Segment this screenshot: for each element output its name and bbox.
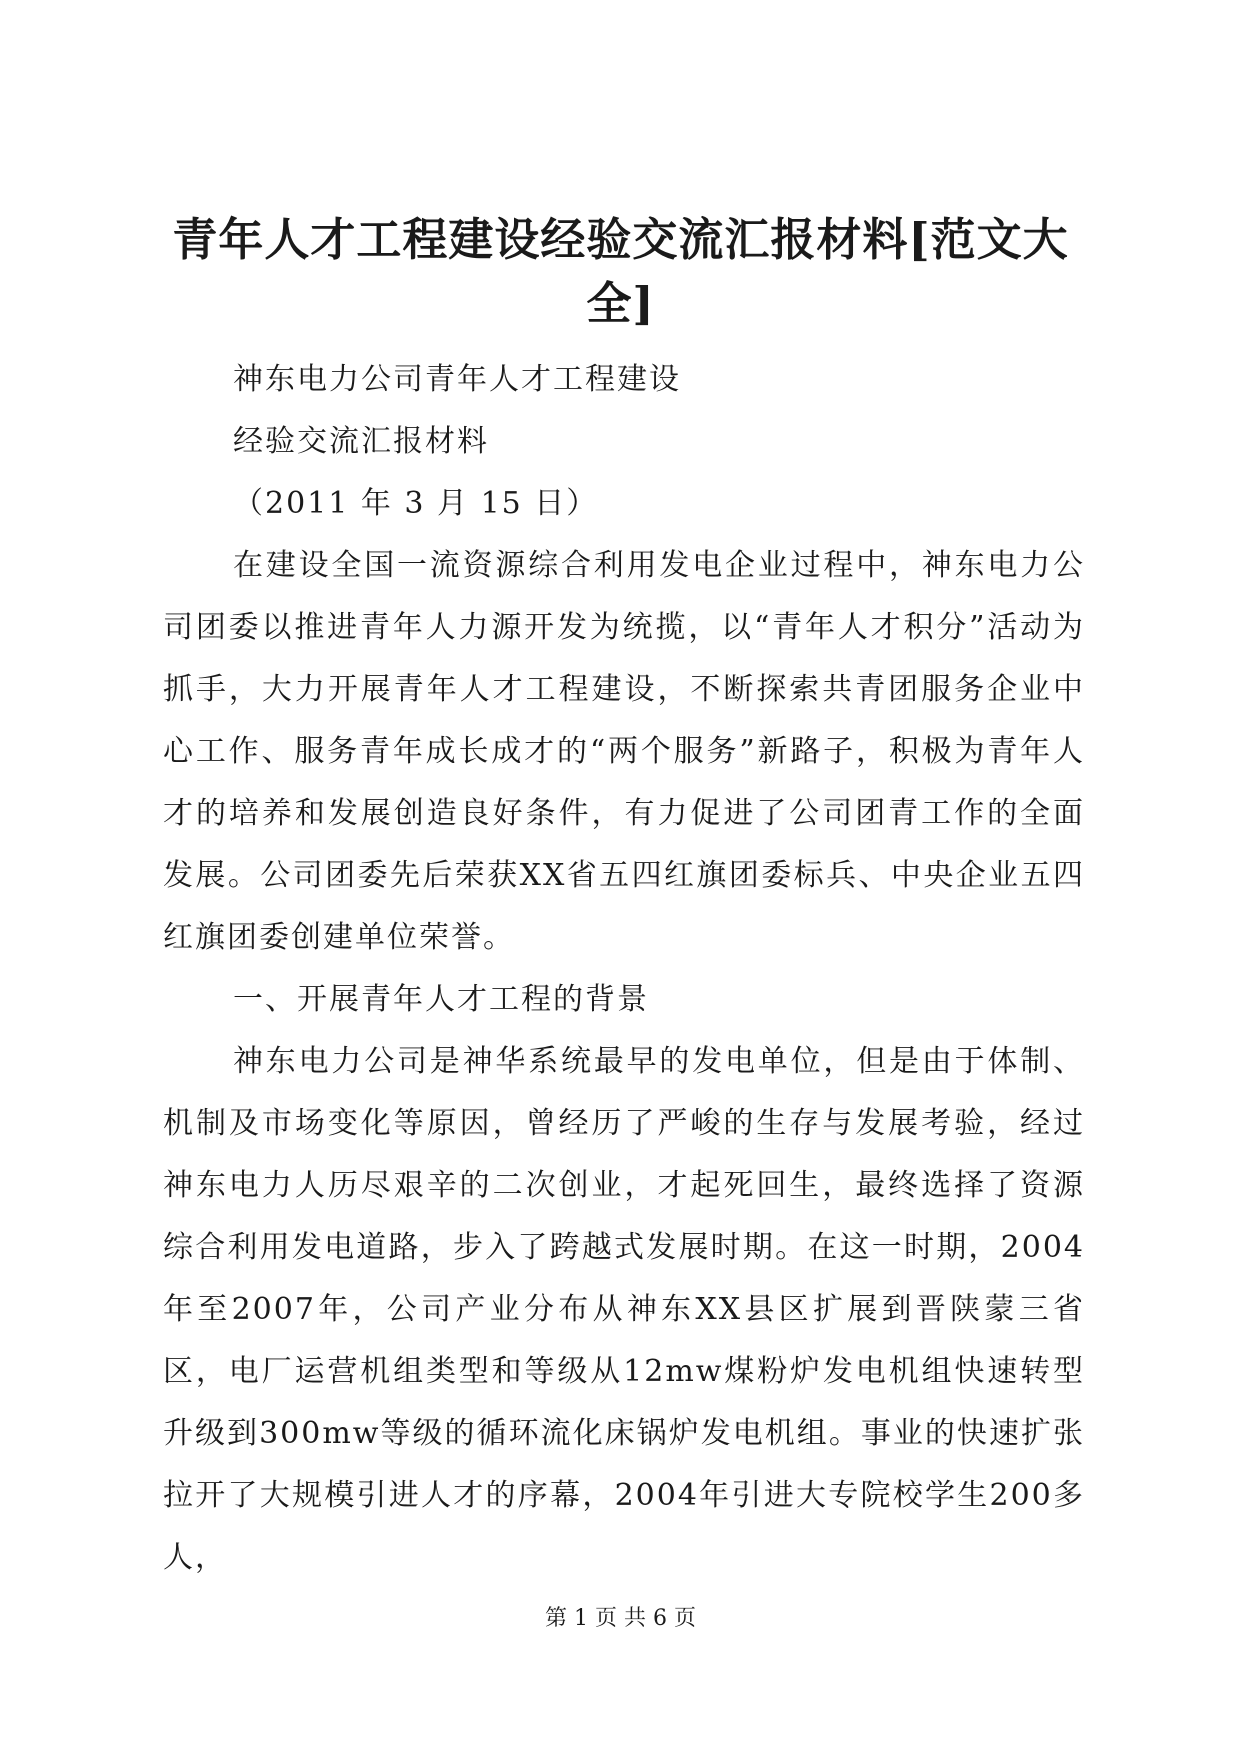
report-heading-line: 经验交流汇报材料 [233, 424, 489, 459]
date-line: （2011 年 3 月 15 日） [233, 486, 599, 521]
document-title: 青年人才工程建设经验交流汇报材料[范文大全] [172, 213, 1069, 330]
intro-paragraph: 在建设全国一流资源综合利用发电企业过程中，神东电力公司团委以推进青年人力源开发为统揽，以“青年人才积分”活动为抓手，大力开展青年人才工程建设，不断探索共青团服务企业中心工作、服务青年成长成才的“两个服务”新路子，积极为青年人才的培养和发展创造良好条件，有力促进了公司团青工作的全面发展。公司团委先后荣获XX省五四红旗团委标兵、中央企业五四红旗团委创建单位荣誉。 [163, 548, 1085, 955]
section-heading: 一、开展青年人才工程的背景 [233, 982, 649, 1017]
org-heading-line: 神东电力公司青年人才工程建设 [233, 362, 681, 397]
document-body [163, 349, 1085, 1589]
background-paragraph: 神东电力公司是神华系统最早的发电单位，但是由于体制、机制及市场变化等原因，曾经历了严峻的生存与发展考验，经过神东电力人历尽艰辛的二次创业，才起死回生，最终选择了资源综合利用发电道路，步入了跨越式发展时期。在这一时期，2004年至2007年，公司产业分布从神东XX县区扩展到晋陕蒙三省区，电厂运营机组类型和等级从12mw煤粉炉发电机组快速转型升级到300mw等级的循环流化床锅炉发电机组。事业的快速扩张拉开了大规模引进人才的序幕，2004年引进大专院校学生200多人， [163, 1044, 1085, 1575]
page-footer: 第 1 页 共 6 页 [545, 1606, 696, 1631]
